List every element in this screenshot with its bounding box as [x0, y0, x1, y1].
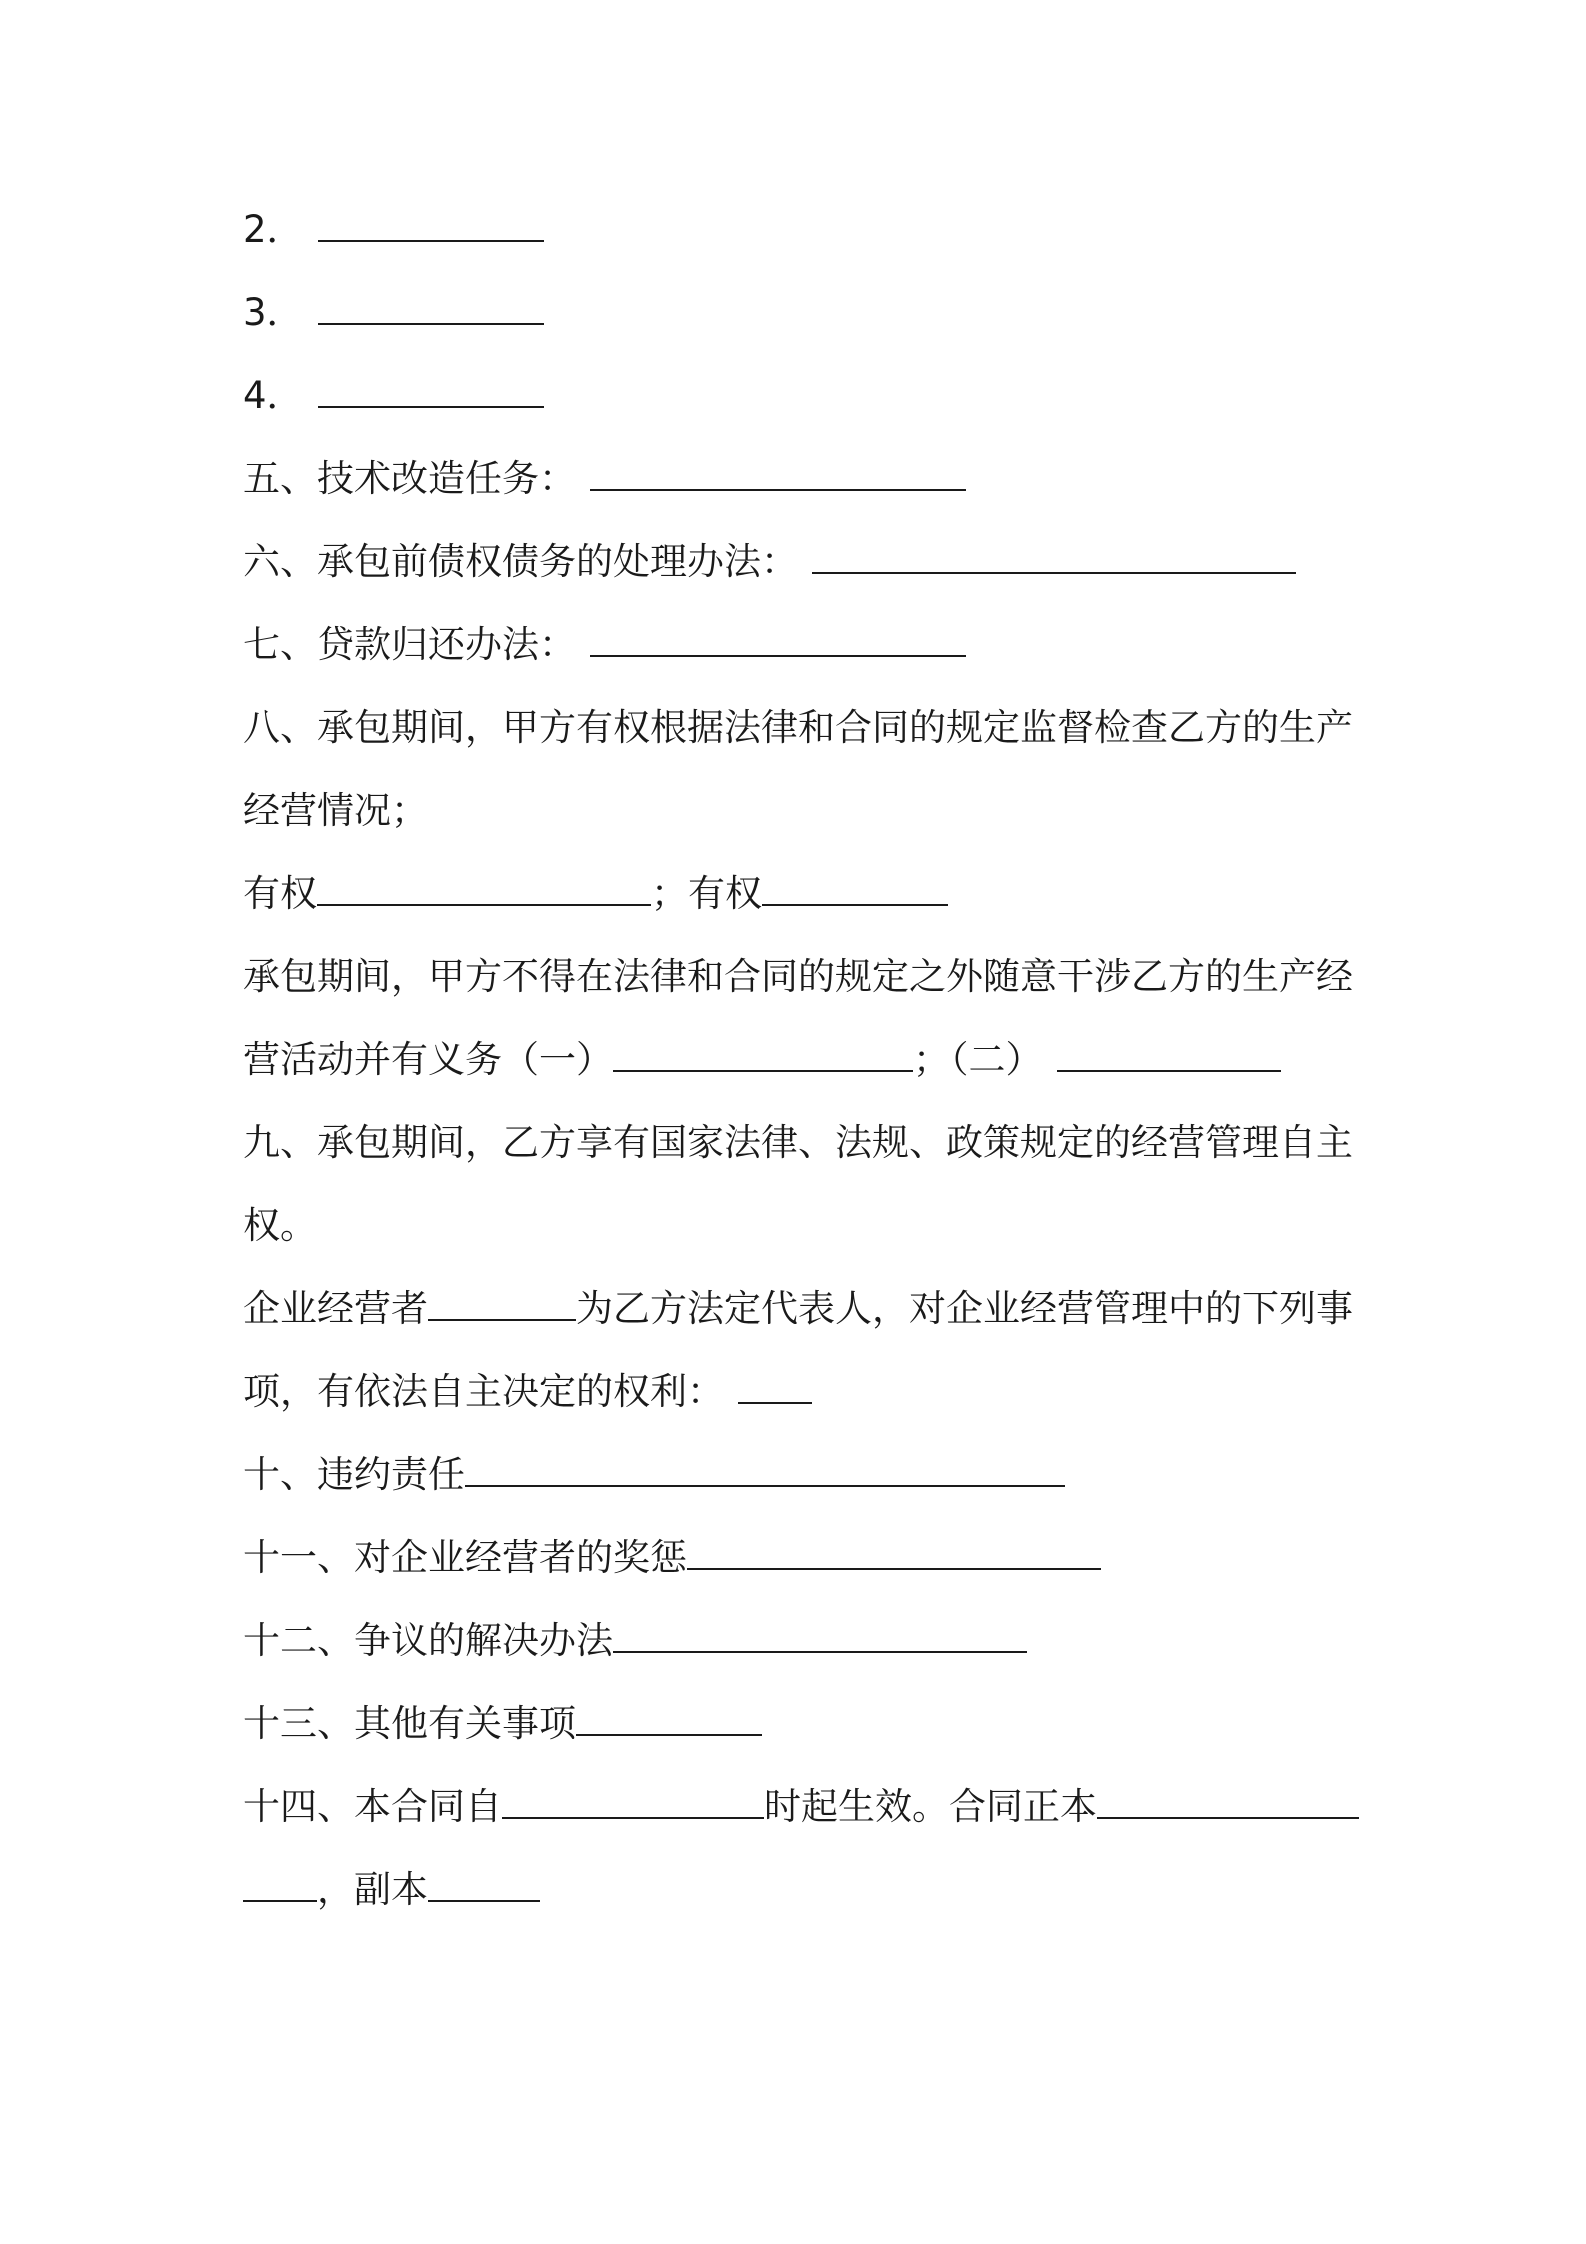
operator-line-2 — [243, 1366, 812, 1418]
rights-label-2: ；有权 — [651, 872, 762, 915]
section-5-blank[interactable] — [590, 455, 966, 491]
effective-date-blank[interactable] — [502, 1783, 764, 1819]
section-14-label-1: 十四、本合同自 — [243, 1785, 502, 1828]
section-9-text-1: 九、承包期间，乙方享有国家法律、法规、政策规定的经营管理自主 — [243, 1121, 1353, 1164]
section-10-text: 十、违约责任 — [243, 1453, 465, 1496]
section-9-text-2: 权。 — [243, 1204, 317, 1247]
original-count-blank-cont[interactable] — [243, 1866, 317, 1902]
rights-line — [243, 868, 948, 920]
section-13-blank[interactable] — [576, 1700, 762, 1736]
section-12-text: 十二、争议的解决办法 — [243, 1619, 613, 1662]
duty-text-1: 承包期间，甲方不得在法律和合同的规定之外随意干涉乙方的生产经 — [243, 955, 1353, 998]
section-8-text-2: 经营情况； — [243, 789, 428, 832]
section-14-line-1 — [243, 1781, 1359, 1833]
section-5-line — [243, 453, 966, 505]
item-3-line — [243, 287, 544, 339]
rights-blank-2[interactable] — [762, 870, 948, 906]
duty-label-2: ；（二） — [913, 1038, 1043, 1081]
section-9-line-2 — [243, 1200, 317, 1252]
operator-label-2: 为乙方法定代表人，对企业经营管理中的下列事 — [576, 1287, 1353, 1330]
item-3-label: 3． — [243, 291, 304, 334]
duty-label-1: 营活动并有义务（一） — [243, 1038, 613, 1081]
copy-label: ，副本 — [317, 1868, 428, 1911]
section-10-line — [243, 1449, 1065, 1501]
section-6-line — [243, 536, 1296, 588]
section-8-text-1: 八、承包期间，甲方有权根据法律和合同的规定监督检查乙方的生产 — [243, 706, 1353, 749]
operator-name-blank[interactable] — [428, 1285, 576, 1321]
operator-label-1: 企业经营者 — [243, 1287, 428, 1330]
item-4-blank[interactable] — [318, 372, 544, 408]
section-13-line — [243, 1698, 762, 1750]
section-14-label-2: 时起生效。合同正本 — [764, 1785, 1097, 1828]
section-11-text: 十一、对企业经营者的奖惩 — [243, 1536, 687, 1579]
duty-line-1 — [243, 951, 1353, 1003]
section-13-text: 十三、其他有关事项 — [243, 1702, 576, 1745]
item-2-blank[interactable] — [318, 206, 544, 242]
item-4-line — [243, 370, 544, 422]
section-8-line-2 — [243, 785, 428, 837]
section-11-line — [243, 1532, 1101, 1584]
section-11-blank[interactable] — [687, 1534, 1101, 1570]
rights-blank-1[interactable] — [317, 870, 651, 906]
section-9-line-1 — [243, 1117, 1353, 1169]
duty-blank-1[interactable] — [613, 1036, 913, 1072]
original-count-blank[interactable] — [1097, 1783, 1359, 1819]
operator-line-1 — [243, 1283, 1353, 1335]
copy-count-blank[interactable] — [428, 1866, 540, 1902]
section-7-line — [243, 619, 966, 671]
section-6-blank[interactable] — [812, 538, 1296, 574]
item-3-blank[interactable] — [318, 289, 544, 325]
rights-label-1: 有权 — [243, 872, 317, 915]
section-12-blank[interactable] — [613, 1617, 1027, 1653]
operator-text-2: 项，有依法自主决定的权利： — [243, 1370, 724, 1413]
section-6-text: 六、承包前债权债务的处理办法： — [243, 540, 798, 583]
duty-line-2 — [243, 1034, 1281, 1086]
section-12-line — [243, 1615, 1027, 1667]
section-14-line-2 — [243, 1864, 540, 1916]
item-2-line — [243, 204, 544, 256]
section-5-text: 五、技术改造任务： — [243, 457, 576, 500]
section-10-blank[interactable] — [465, 1451, 1065, 1487]
item-2-label: 2． — [243, 208, 304, 251]
section-8-line-1 — [243, 702, 1353, 754]
item-4-label: 4． — [243, 374, 304, 417]
duty-blank-2[interactable] — [1057, 1036, 1281, 1072]
section-7-blank[interactable] — [590, 621, 966, 657]
operator-blank[interactable] — [738, 1368, 812, 1404]
section-7-text: 七、贷款归还办法： — [243, 623, 576, 666]
